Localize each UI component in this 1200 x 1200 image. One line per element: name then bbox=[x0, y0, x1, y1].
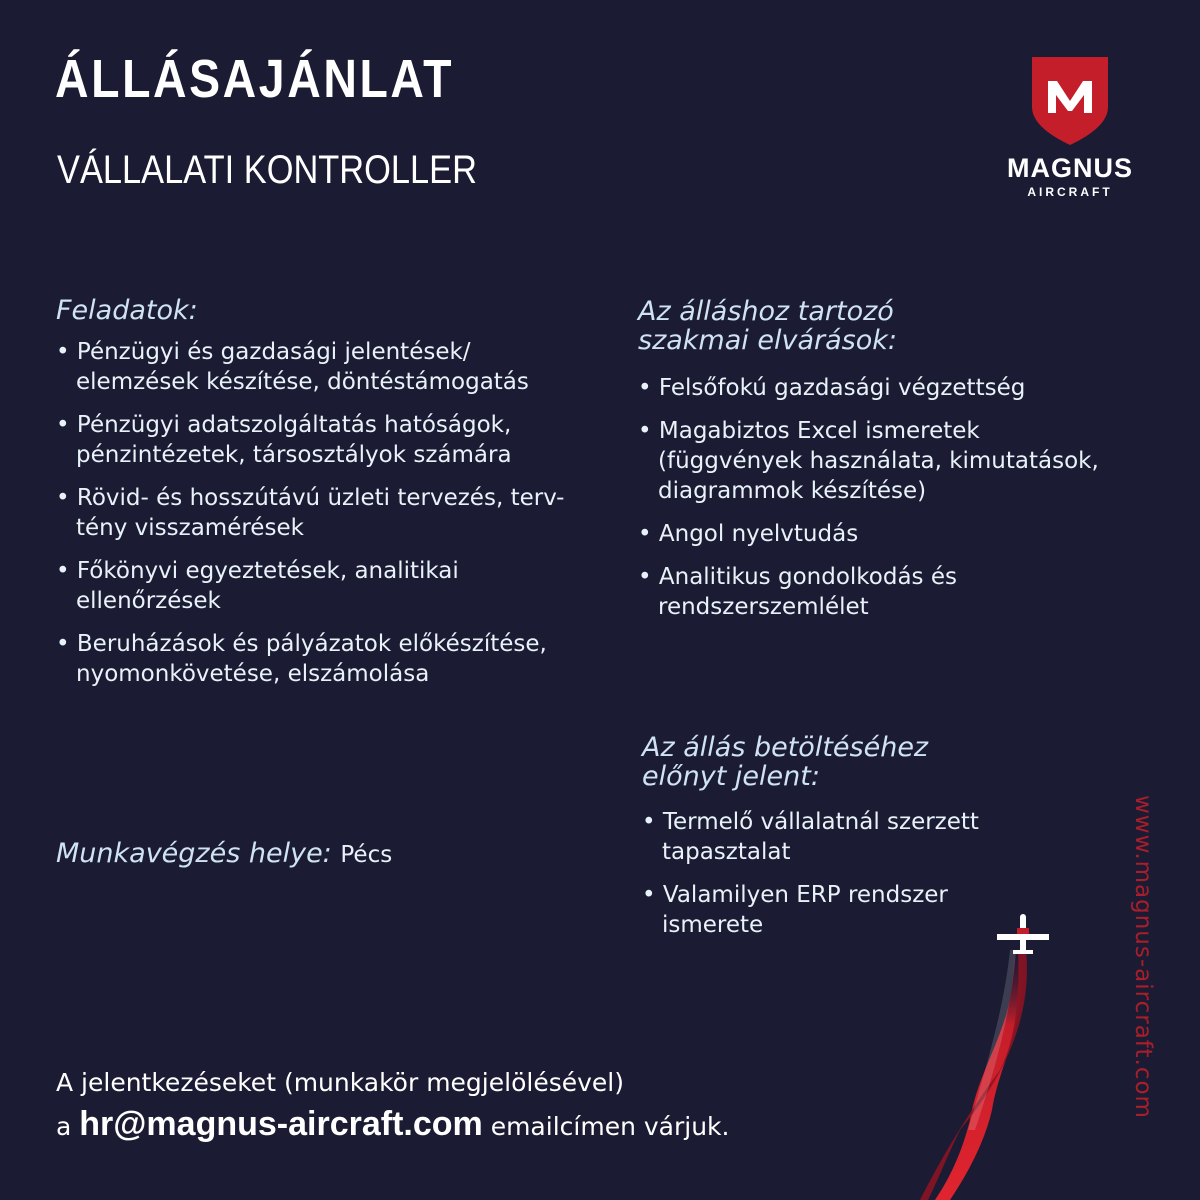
list-item: • Analitikus gondolkodás és rendszerszemlélet bbox=[638, 562, 1108, 622]
email-link[interactable]: hr@magnus-aircraft.com bbox=[79, 1105, 483, 1143]
tasks-heading: Feladatok: bbox=[56, 295, 198, 326]
requirements-heading-line1: Az álláshoz tartozó bbox=[638, 296, 894, 327]
work-location bbox=[56, 838, 392, 869]
application-footer bbox=[56, 1064, 956, 1149]
list-item: • Főkönyvi egyeztetések, analitikai ellenőrzések bbox=[56, 556, 576, 616]
position-title: VÁLLALATI KONTROLLER bbox=[57, 148, 477, 192]
job-offer-title: ÁLLÁSAJÁNLAT bbox=[55, 49, 455, 109]
shield-icon bbox=[980, 55, 1160, 150]
list-item: • Rövid- és hosszútávú üzleti tervezés, terv-tény visszamérések bbox=[56, 483, 576, 543]
logo-name: MAGNUS bbox=[1007, 153, 1133, 183]
footer-suffix: emailcímen várjuk. bbox=[490, 1112, 730, 1141]
list-item: • Beruházások és pályázatok előkészítése, nyomonkövetése, elszámolása bbox=[56, 629, 576, 689]
advantages-heading-line1: Az állás betöltéséhez bbox=[642, 732, 929, 763]
footer-prefix: a bbox=[56, 1112, 72, 1141]
requirements-heading bbox=[638, 297, 1108, 355]
list-item: • Felsőfokú gazdasági végzettség bbox=[638, 373, 1108, 403]
list-item: • Valamilyen ERP rendszer ismerete bbox=[642, 880, 1042, 940]
list-item: • Pénzügyi adatszolgáltatás hatóságok, pénzintézetek, társosztályok számára bbox=[56, 410, 576, 470]
requirements-section bbox=[638, 297, 1108, 635]
footer-line2 bbox=[56, 1102, 956, 1149]
footer-line1: A jelentkezéseket (munkakör megjelölésével) bbox=[56, 1068, 624, 1097]
requirements-list bbox=[638, 373, 1108, 622]
list-item: • Angol nyelvtudás bbox=[638, 519, 1108, 549]
location-value: Pécs bbox=[340, 842, 393, 868]
location-label: Munkavégzés helye: bbox=[56, 838, 332, 869]
list-item: • Pénzügyi és gazdasági jelentések/ elemzések készítése, döntéstámogatás bbox=[56, 337, 576, 397]
requirements-heading-line2: szakmai elvárások: bbox=[638, 325, 897, 356]
airplane-icon bbox=[995, 912, 1051, 958]
list-item: • Termelő vállalatnál szerzett tapasztalat bbox=[642, 807, 1042, 867]
magnus-logo bbox=[980, 55, 1160, 205]
tasks-list bbox=[56, 337, 576, 689]
logo-subtitle: AIRCRAFT bbox=[1027, 185, 1113, 199]
tasks-section bbox=[56, 296, 576, 702]
list-item: • Magabiztos Excel ismeretek (függvények használata, kimutatások, diagrammok készítése) bbox=[638, 416, 1108, 506]
advantages-heading bbox=[642, 733, 1042, 791]
advantages-heading-line2: előnyt jelent: bbox=[642, 761, 820, 792]
website-link[interactable]: www.magnus-aircraft.com bbox=[1130, 795, 1156, 1119]
